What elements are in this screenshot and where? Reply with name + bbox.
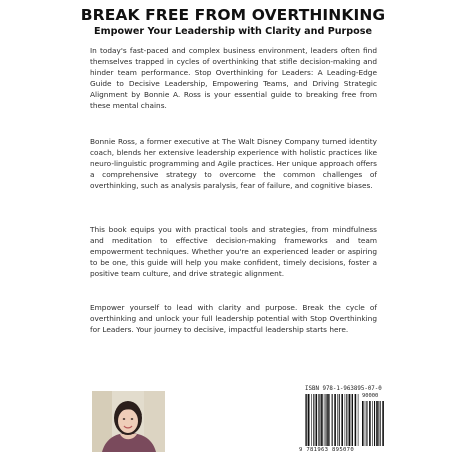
barcode-bar — [362, 401, 364, 446]
barcode-bar — [382, 401, 384, 446]
barcode-bar — [316, 394, 318, 446]
barcode-bar — [318, 394, 319, 446]
barcode-bar — [352, 394, 353, 446]
barcode-bar — [329, 394, 330, 446]
blurb-paragraph-4: Empower yourself to lead with clarity and purpose. Break the cycle of overthinking and unlock your full leadership potential with Stop Overthinking for Leaders. Your journey to decisive, impactful leadership starts here. — [90, 303, 377, 334]
barcode-bar — [366, 401, 367, 446]
isbn-label: ISBN 978-1-963895-07-0 — [305, 386, 382, 392]
barcode-bar — [358, 394, 359, 446]
book-subtitle: Empower Your Leadership with Clarity and Purpose — [94, 26, 372, 37]
barcode-bar — [306, 394, 307, 446]
author-portrait-image — [92, 391, 165, 452]
barcode-bar — [305, 394, 306, 446]
blurb-paragraph-3: This book equips you with practical tools and strategies, from mindfulness and meditation to effective decision-making frameworks and team empowerment techniques. Whether you're an experienced leader or aspiring to be one, this guide will help you make confident, timely decisions, foster a positive team culture, and drive strategic alignment. — [90, 225, 377, 278]
barcode-bar — [332, 394, 333, 446]
barcode-bar — [319, 394, 320, 446]
barcode-bar — [351, 394, 352, 446]
barcode-bar — [365, 401, 366, 446]
barcode-bar — [337, 394, 338, 446]
barcode-bar — [355, 394, 357, 446]
isbn-barcode — [305, 394, 359, 446]
barcode-bar — [346, 394, 347, 446]
barcode-bar — [345, 394, 346, 446]
ean-digits: 9 781963 895070 — [299, 447, 355, 453]
barcode-bar — [326, 394, 327, 446]
barcode-bar — [311, 394, 312, 446]
barcode-bar — [334, 394, 336, 446]
barcode-bar — [339, 394, 340, 446]
barcode-bar — [369, 401, 371, 446]
author-photo — [92, 391, 165, 452]
barcode-bar — [349, 394, 351, 446]
book-title: BREAK FREE FROM OVERTHINKING — [80, 6, 386, 24]
barcode-bar — [313, 394, 314, 446]
barcode-bar — [341, 394, 343, 446]
price-barcode — [362, 401, 384, 446]
barcode-bar — [327, 394, 329, 446]
barcode-bar — [321, 394, 323, 446]
blurb-paragraph-1: In today's fast-paced and complex business environment, leaders often find themselves trapped in cycles of overthinking that stifle decision-making and hinder team performance. Stop Overthinking for Leaders: A Leading-Edge Guide to Decisive Leadership, Empowering Teams, and Driving Strategic Alignment by Bonnie A. Ross is your essential guide to breaking free from these mental chains. — [90, 46, 377, 110]
barcode-bar — [376, 401, 378, 446]
barcode-bar — [380, 401, 381, 446]
barcode-bar — [378, 401, 379, 446]
barcode-bar — [372, 401, 373, 446]
price-code: 90000 — [362, 393, 379, 399]
barcode-bar — [374, 401, 375, 446]
barcode-bar — [324, 394, 325, 446]
barcode-bar — [308, 394, 310, 446]
blurb-paragraph-2: Bonnie Ross, a former executive at The Walt Disney Company turned identity coach, blends her extensive leadership experience with holistic practices like neuro-linguistic programming and Agile practices. Her unique approach offers a comprehensive strategy to overcome the common challenges of overthinking, such as analysis paralysis, fear of failure, and cognitive biases. — [90, 137, 377, 190]
